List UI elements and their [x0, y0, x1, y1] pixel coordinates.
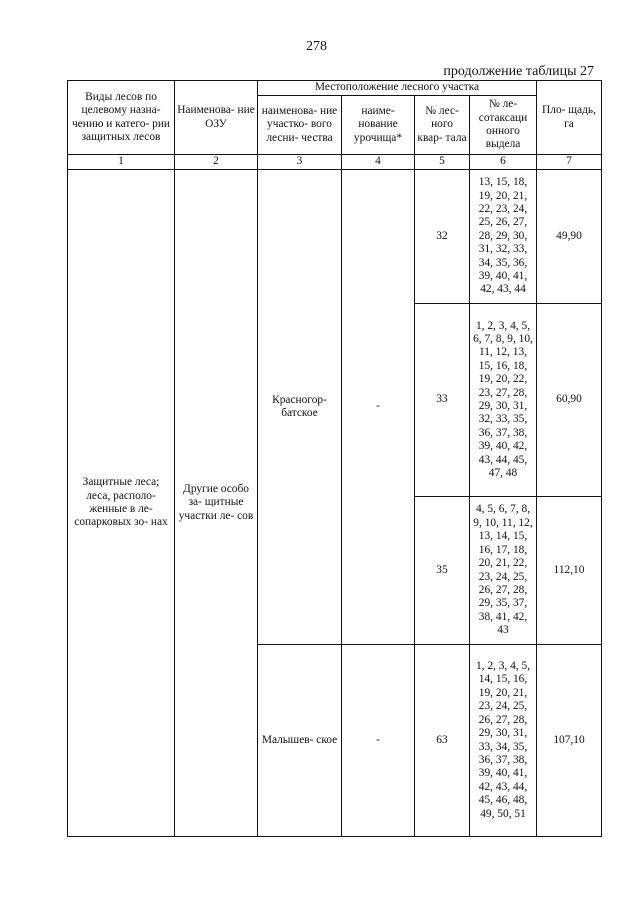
quarter-cell: 33 — [415, 304, 470, 497]
forest-table — [67, 80, 602, 837]
sections-cell: 1, 2, 3, 4, 5, 14, 15, 16, 19, 20, 21, 23, 24, 25, 26, 27, 28, 29, 30, 31, 33, 34, 35, 36, 37, 38, 39, 40, 41, 42, 43, 44, 45, 46, 48, 49, 50, 51 — [470, 645, 537, 837]
area-cell: 49,90 — [537, 170, 602, 304]
column-number: 1 — [68, 155, 175, 170]
column-numbers-row — [68, 155, 602, 170]
column-number: 2 — [175, 155, 258, 170]
sections-cell: 4, 5, 6, 7, 8, 9, 10, 11, 12, 13, 14, 15, 16, 17, 18, 20, 21, 22, 23, 24, 25, 26, 27, 28, 29, 35, 37, 38, 41, 42, 43 — [470, 497, 537, 645]
column-number: 6 — [470, 155, 537, 170]
header-district: наименова- ние участко- вого лесни- чества — [258, 96, 342, 155]
header-forest-type: Виды лесов по целевому назна- чению и катего- рии защитных лесов — [68, 81, 175, 155]
table-row — [68, 170, 602, 304]
quarter-cell: 32 — [415, 170, 470, 304]
tract-cell: - — [342, 645, 415, 837]
header-quarter: № лес- ного квар- тала — [415, 96, 470, 155]
column-number: 4 — [342, 155, 415, 170]
ozu-name-cell: Другие особо за- щитные участки ле- сов — [175, 170, 258, 837]
area-cell: 60,90 — [537, 304, 602, 497]
district-cell: Красногор- батское — [258, 170, 342, 645]
quarter-cell: 63 — [415, 645, 470, 837]
area-cell: 107,10 — [537, 645, 602, 837]
forest-type-cell: Защитные леса; леса, располо- женные в ле- сопарковых зо- нах — [68, 170, 175, 837]
column-number: 3 — [258, 155, 342, 170]
column-number: 5 — [415, 155, 470, 170]
tract-cell: - — [342, 170, 415, 645]
sections-cell: 1, 2, 3, 4, 5, 6, 7, 8, 9, 10, 11, 12, 13, 15, 16, 18, 19, 20, 22, 23, 27, 28, 29, 30, 31, 32, 33, 35, 36, 37, 38, 39, 40, 42, 43, 44, 45, 47, 48 — [470, 304, 537, 497]
header-section: № ле- сотаксаци онного выдела — [470, 96, 537, 155]
sections-cell: 13, 15, 18, 19, 20, 21, 22, 23, 24, 25, 26, 27, 28, 29, 30, 31, 32, 33, 34, 35, 36, 39, 40, 41, 42, 43, 44 — [470, 170, 537, 304]
quarter-cell: 35 — [415, 497, 470, 645]
column-number: 7 — [537, 155, 602, 170]
table-continuation-caption: продолжение таблицы 27 — [443, 64, 594, 79]
header-tract: наиме- нование урочища* — [342, 96, 415, 155]
page-number: 278 — [306, 39, 327, 54]
district-cell: Малышев- ское — [258, 645, 342, 837]
header-ozu-name: Наименова- ние ОЗУ — [175, 81, 258, 155]
header-location: Местоположение лесного участка — [258, 81, 537, 96]
area-cell: 112,10 — [537, 497, 602, 645]
header-area: Пло- щадь, га — [537, 81, 602, 155]
